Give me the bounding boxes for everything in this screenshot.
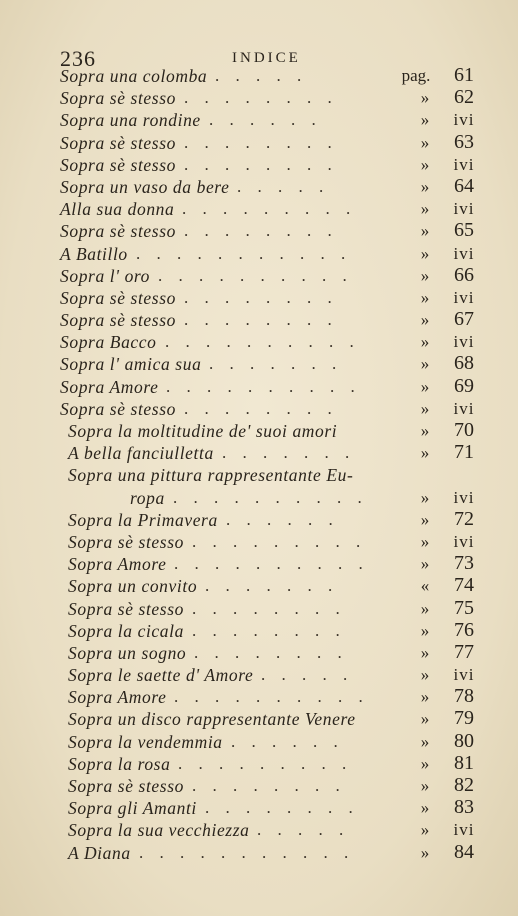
entry-page-number: ivi [453, 487, 475, 507]
entry-title: Sopra la cicala [68, 620, 184, 641]
index-entry [0, 263, 518, 288]
ditto-mark: » [420, 221, 430, 241]
entry-page-number: 83 [454, 796, 474, 819]
leader-dots: . . . . . . . . [192, 598, 346, 618]
index-entry [0, 488, 518, 510]
leader-dots: . . . . . . . . . [182, 199, 357, 219]
entry-title: Sopra una pittura rappresentante Eu- [68, 465, 354, 486]
ditto-mark: » [420, 709, 430, 729]
leader-dots: . . . . . . . [222, 443, 356, 463]
index-entry [0, 507, 518, 532]
entry-title: Sopra sè stesso [68, 598, 184, 619]
index-entry [0, 687, 518, 709]
entry-page-number: 71 [454, 441, 474, 464]
leader-dots: . . . . . . [226, 509, 339, 529]
entry-page-number: 67 [454, 308, 474, 331]
table-of-contents [0, 66, 518, 865]
entry-title: Alla sua donna [60, 199, 175, 220]
entry-page-number: 77 [454, 640, 474, 663]
leader-dots: . . . . . . . . [184, 88, 338, 108]
entry-title: Sopra le saette d' Amore [68, 665, 254, 686]
entry-title: Sopra Amore [60, 376, 159, 397]
ditto-mark: » [420, 154, 430, 174]
entry-page-number: ivi [453, 531, 475, 551]
entry-page-number: 63 [454, 130, 474, 153]
leader-dots: . . . . . . . . . . . [136, 243, 352, 263]
ditto-mark: » [420, 265, 430, 285]
entry-title: Sopra Bacco [60, 332, 157, 353]
index-entry [0, 729, 518, 754]
entry-title: Sopra l' oro [60, 265, 151, 286]
entry-title: Sopra un disco rappresentante Venere [68, 709, 356, 730]
leader-dots: . . . . . . . . . . [166, 376, 361, 396]
entry-title: Sopra la moltitudine de' suoi amori [68, 421, 338, 441]
leader-dots: . . . . . [237, 176, 330, 196]
entry-page-number: 81 [454, 751, 474, 774]
index-entry [0, 421, 518, 443]
leader-dots: . . . . . . . . . . . [139, 842, 355, 862]
index-entry [0, 665, 518, 687]
index-entry [0, 798, 518, 820]
entry-title: Sopra sè stesso [68, 531, 184, 552]
index-entry [0, 465, 518, 487]
entry-title: Sopra sè stesso [60, 221, 176, 242]
page-number: 236 [60, 46, 96, 71]
index-entry [0, 244, 518, 266]
ditto-mark: » [420, 354, 430, 374]
entry-title: Sopra la rosa [68, 753, 171, 774]
index-entry [0, 576, 518, 598]
index-entry [0, 709, 518, 731]
index-entry [0, 110, 518, 132]
leader-dots: . . . . . . . . [192, 620, 346, 640]
entry-page-number: ivi [453, 199, 475, 219]
leader-dots: . . . . . . . [205, 576, 339, 596]
ditto-mark: « [420, 576, 430, 596]
entry-title: Sopra un convito [68, 576, 198, 597]
ditto-mark: » [420, 554, 430, 574]
ditto-mark: » [420, 642, 430, 662]
leader-dots: . . . . . . [231, 731, 344, 751]
ditto-mark: » [420, 820, 430, 840]
index-entry [0, 399, 518, 421]
index-entry [0, 596, 518, 621]
leader-dots: . . . . . . . . . . [173, 487, 368, 507]
index-entry [0, 66, 518, 88]
entry-title: ropa [130, 487, 165, 508]
entry-page-number: 64 [454, 174, 474, 197]
leader-dots: . . . . . . . . [184, 154, 338, 174]
entry-title: Sopra sè stesso [60, 398, 176, 419]
ditto-mark: » [420, 598, 430, 618]
ditto-mark: » [420, 531, 430, 551]
index-entry [0, 88, 518, 110]
leader-dots: . . . . . . . . . . [158, 265, 353, 285]
entry-page-number: 75 [454, 596, 474, 619]
entry-page-number: 79 [454, 707, 474, 730]
leader-dots: . . . . . . . . [184, 398, 338, 418]
ditto-mark: » [420, 509, 430, 529]
ditto-mark: » [420, 421, 430, 440]
leader-dots: . . . . . . . . [192, 776, 346, 795]
entry-page-number: 78 [454, 685, 474, 708]
index-entry [0, 751, 518, 776]
leader-dots: . . . . . . [209, 110, 322, 130]
leader-dots: . . . . . [261, 665, 354, 685]
ditto-mark: » [420, 665, 430, 685]
ditto-mark: » [420, 310, 430, 330]
entry-page-number: ivi [453, 332, 475, 352]
entry-title: Sopra sè stesso [60, 310, 176, 331]
entry-title: Sopra un vaso da bere [60, 176, 230, 197]
entry-title: Sopra una rondine [60, 110, 201, 131]
entry-page-number: ivi [453, 110, 475, 130]
entry-page-number: 68 [454, 352, 474, 375]
entry-page-number: ivi [453, 154, 475, 174]
leader-dots: . . . . . . . . . [192, 531, 367, 551]
page-abbreviation: pag. [401, 66, 431, 85]
index-entry [0, 840, 518, 865]
ditto-mark: » [420, 199, 430, 219]
entry-title: Sopra la sua vecchiezza [68, 820, 250, 841]
entry-title: Sopra sè stesso [68, 776, 184, 796]
leader-dots: . . . . . . . . [184, 310, 338, 330]
ditto-mark: » [420, 110, 430, 130]
ditto-mark: » [420, 176, 430, 196]
leader-dots: . . . . . . . . [184, 132, 338, 152]
index-entry [0, 374, 518, 399]
ditto-mark: » [420, 287, 430, 307]
entry-page-number: 82 [454, 774, 474, 796]
leader-dots: . . . . . [215, 66, 308, 85]
ditto-mark: » [420, 376, 430, 396]
entry-title: Sopra la vendemmia [68, 731, 223, 752]
entry-title: Sopra gli Amanti [68, 798, 197, 819]
entry-title: Sopra una colomba [60, 66, 208, 86]
index-entry [0, 354, 518, 376]
entry-title: Sopra l' amica sua [60, 354, 202, 375]
index-entry [0, 618, 518, 643]
index-entry [0, 221, 518, 243]
entry-title: Sopra sè stesso [60, 154, 176, 175]
index-entry [0, 310, 518, 332]
entry-page-number: 80 [454, 729, 474, 752]
leader-dots: . . . . . . . . [205, 798, 359, 818]
entry-page-number: 70 [454, 419, 474, 441]
entry-title: A Diana [68, 842, 131, 863]
entry-page-number: ivi [453, 665, 475, 685]
entry-page-number: 74 [454, 574, 474, 597]
entry-page-number: ivi [453, 820, 475, 840]
entry-page-number: 62 [454, 86, 474, 109]
leader-dots: . . . . . . . . . [178, 753, 353, 773]
entry-title: Sopra Amore [68, 554, 167, 575]
entry-page-number: 73 [454, 552, 474, 575]
ditto-mark: » [420, 332, 430, 352]
entry-title: Sopra sè stesso [60, 287, 176, 308]
leader-dots: . . . . . . . [209, 354, 343, 374]
ditto-mark: » [420, 398, 430, 418]
entry-title: Sopra un sogno [68, 642, 187, 663]
index-entry [0, 554, 518, 576]
leader-dots: . . . . . . . . . . [174, 687, 369, 707]
index-entry [0, 443, 518, 465]
index-entry [0, 332, 518, 354]
index-entry [0, 199, 518, 221]
running-title: INDICE [232, 50, 301, 66]
index-entry [0, 820, 518, 842]
leader-dots: . . . . . . . . . . [165, 332, 360, 352]
entry-title: Sopra sè stesso [60, 88, 176, 109]
entry-page-number: 61 [454, 64, 474, 86]
leader-dots: . . . . . . . . [194, 642, 348, 662]
index-entry [0, 155, 518, 177]
entry-title: Sopra Amore [68, 687, 167, 708]
ditto-mark: » [420, 443, 430, 463]
ditto-mark: » [420, 132, 430, 152]
leader-dots: . . . . . . . . [184, 287, 338, 307]
entry-page-number: ivi [453, 243, 475, 263]
ditto-mark: » [420, 842, 430, 862]
ditto-mark: » [420, 776, 430, 795]
leader-dots: . . . . . [257, 820, 350, 840]
ditto-mark: » [420, 798, 430, 818]
entry-page-number: 69 [454, 374, 474, 397]
index-entry [0, 288, 518, 310]
entry-page-number: 84 [454, 840, 474, 863]
ditto-mark: » [420, 731, 430, 751]
index-entry [0, 640, 518, 665]
ditto-mark: » [420, 243, 430, 263]
entry-title: A Batillo [60, 243, 128, 264]
index-entry [0, 130, 518, 155]
index-entry [0, 532, 518, 554]
entry-page-number: ivi [453, 287, 475, 307]
index-entry [0, 776, 518, 798]
ditto-mark: » [420, 687, 430, 707]
entry-page-number: 72 [454, 507, 474, 530]
entry-page-number: 65 [454, 219, 474, 242]
entry-title: Sopra la Primavera [68, 509, 218, 530]
ditto-mark: » [420, 88, 430, 108]
ditto-mark: » [420, 753, 430, 773]
entry-page-number: ivi [453, 398, 475, 418]
leader-dots: . . . . . . . . . . [174, 554, 369, 574]
ditto-mark: » [420, 487, 430, 507]
entry-page-number: 66 [454, 263, 474, 286]
entry-title: A bella fanciulletta [68, 443, 214, 464]
ditto-mark: » [420, 620, 430, 640]
index-entry [0, 174, 518, 199]
leader-dots: . . . . . . . . [184, 221, 338, 241]
entry-page-number: 76 [454, 618, 474, 641]
entry-title: Sopra sè stesso [60, 132, 176, 153]
